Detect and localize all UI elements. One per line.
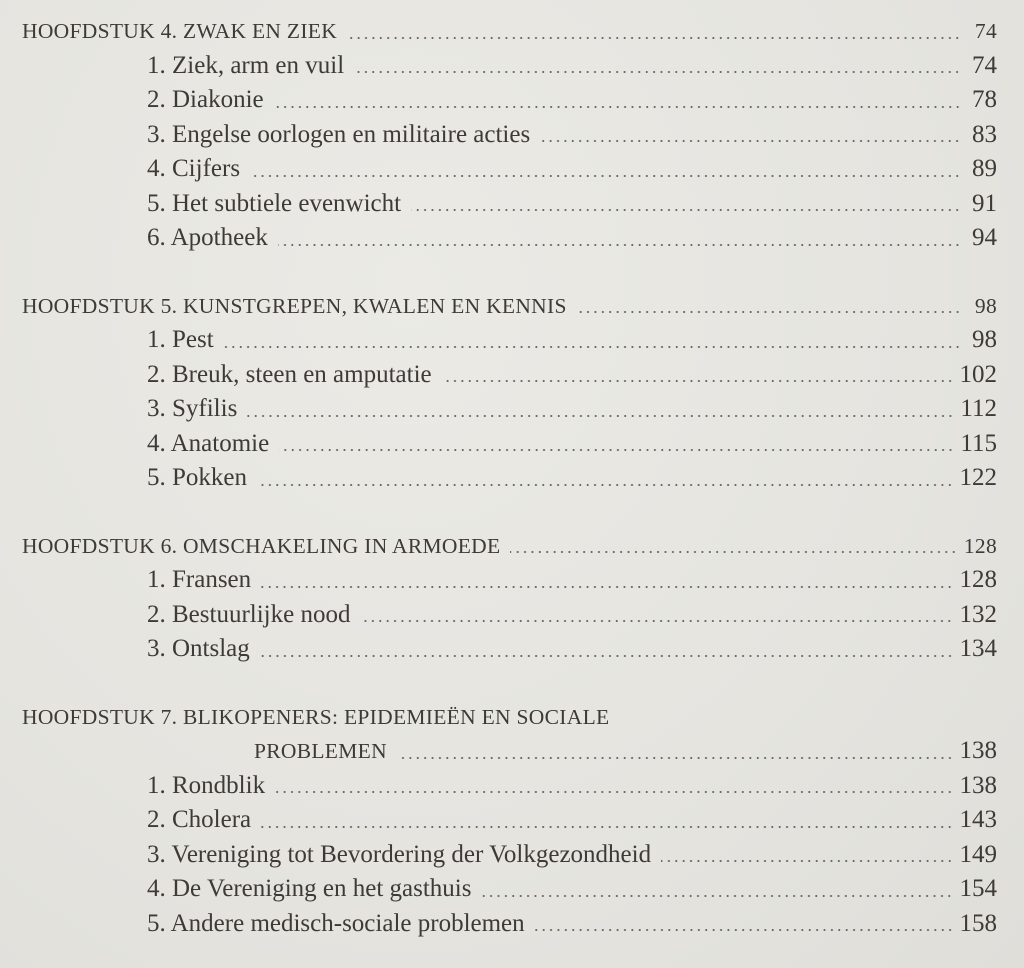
section-title: 2. Cholera xyxy=(147,806,252,833)
dot-leader xyxy=(411,208,961,212)
dot-leader xyxy=(510,550,957,554)
section-row xyxy=(22,803,997,838)
section-title: 3. Vereniging tot Bevordering der Volkgezondheid xyxy=(147,840,652,868)
section-title: 2. Diakonie xyxy=(147,86,264,113)
page-number: 134 xyxy=(959,635,997,662)
section-row xyxy=(22,83,997,118)
page-number: 74 xyxy=(972,51,997,79)
page-number: 91 xyxy=(972,189,997,217)
section-title: 1. Fransen xyxy=(147,566,252,593)
section-title: 4. Cijfers xyxy=(147,155,241,182)
section-row xyxy=(22,358,997,393)
dot-leader xyxy=(250,174,961,178)
chapter-title: HOOFDSTUK 7. BLIKOPENERS: EPIDEMIEËN EN SOCIALE xyxy=(22,704,610,729)
section-title: 1. Rondblik xyxy=(147,771,266,799)
chapter-5 xyxy=(22,289,997,496)
section-row xyxy=(22,187,997,222)
dot-leader xyxy=(257,483,954,487)
dot-leader xyxy=(275,790,953,794)
chapter-heading xyxy=(22,700,997,735)
chapter-title: HOOFDSTUK 6. OMSCHAKELING IN ARMOEDE xyxy=(22,533,501,558)
dot-leader xyxy=(347,36,961,40)
section-row xyxy=(22,632,997,667)
page-number: 138 xyxy=(959,771,997,799)
page-number: 138 xyxy=(959,737,997,764)
section-title: 3. Engelse oorlogen en militaire acties xyxy=(147,120,531,148)
section-row xyxy=(22,907,997,942)
page-number: 128 xyxy=(963,533,997,558)
dot-leader xyxy=(260,654,954,658)
dot-leader xyxy=(261,585,953,589)
dot-leader xyxy=(354,70,961,74)
dot-leader xyxy=(247,414,954,418)
page-number: 154 xyxy=(959,875,997,902)
section-row xyxy=(22,461,997,496)
section-title: 3. Syfilis xyxy=(147,395,238,422)
chapter-7 xyxy=(22,700,997,942)
dot-leader xyxy=(224,345,961,349)
chapter-4 xyxy=(22,14,997,256)
section-row xyxy=(22,598,997,633)
page-number: 83 xyxy=(972,120,997,148)
dot-leader xyxy=(274,105,961,109)
section-row xyxy=(22,563,997,598)
chapter-heading xyxy=(22,14,997,49)
chapter-title-continued: PROBLEMEN xyxy=(254,739,387,763)
dot-leader xyxy=(577,310,961,314)
page-number: 128 xyxy=(959,566,997,593)
page-number: 98 xyxy=(974,293,997,318)
section-row xyxy=(22,152,997,187)
section-title: 6. Apotheek xyxy=(147,224,268,251)
chapter-heading-continuation xyxy=(22,734,997,769)
section-row xyxy=(22,392,997,427)
page-number: 89 xyxy=(972,155,997,182)
page-number: 149 xyxy=(959,840,997,868)
section-title: 1. Ziek, arm en vuil xyxy=(147,51,345,79)
page-number: 94 xyxy=(972,224,997,251)
section-row xyxy=(22,323,997,358)
section-title: 5. Het subtiele evenwicht xyxy=(147,189,402,217)
page-number: 98 xyxy=(972,326,997,353)
dot-leader xyxy=(278,243,961,247)
section-title: 1. Pest xyxy=(147,326,214,353)
chapter-6 xyxy=(22,529,997,667)
page-number: 115 xyxy=(960,429,997,457)
section-row xyxy=(22,118,997,153)
dot-leader xyxy=(540,139,961,143)
section-row xyxy=(22,49,997,84)
dot-leader xyxy=(397,756,954,760)
dot-leader xyxy=(261,825,953,829)
chapter-heading xyxy=(22,289,997,324)
section-title: 4. De Vereniging en het gasthuis xyxy=(147,875,472,902)
dot-leader xyxy=(535,928,954,932)
chapter-heading xyxy=(22,529,997,564)
section-title: 5. Andere medisch-sociale problemen xyxy=(147,909,525,937)
section-title: 2. Bestuurlijke nood xyxy=(147,600,351,628)
dot-leader xyxy=(442,379,954,383)
page-number: 132 xyxy=(959,600,997,628)
page-number: 78 xyxy=(972,86,997,113)
dot-leader xyxy=(279,448,954,452)
page-number: 143 xyxy=(959,806,997,833)
page-number: 102 xyxy=(959,360,997,388)
page-number: 122 xyxy=(959,464,997,491)
page-number: 74 xyxy=(974,19,997,43)
page-number: 158 xyxy=(959,909,997,937)
chapter-title: HOOFDSTUK 4. ZWAK EN ZIEK xyxy=(22,19,338,43)
table-of-contents xyxy=(22,14,997,941)
dot-leader xyxy=(661,859,953,863)
dot-leader xyxy=(481,894,953,898)
section-title: 5. Pokken xyxy=(147,464,247,491)
dot-leader xyxy=(360,619,953,623)
section-row xyxy=(22,838,997,873)
section-row xyxy=(22,872,997,907)
section-row xyxy=(22,221,997,256)
section-title: 3. Ontslag xyxy=(147,635,250,662)
section-row xyxy=(22,769,997,804)
section-title: 4. Anatomie xyxy=(147,429,270,457)
chapter-title: HOOFDSTUK 5. KUNSTGREPEN, KWALEN EN KENNIS xyxy=(22,293,567,318)
section-row xyxy=(22,427,997,462)
page-number: 112 xyxy=(960,395,997,422)
section-title: 2. Breuk, steen en amputatie xyxy=(147,360,432,388)
